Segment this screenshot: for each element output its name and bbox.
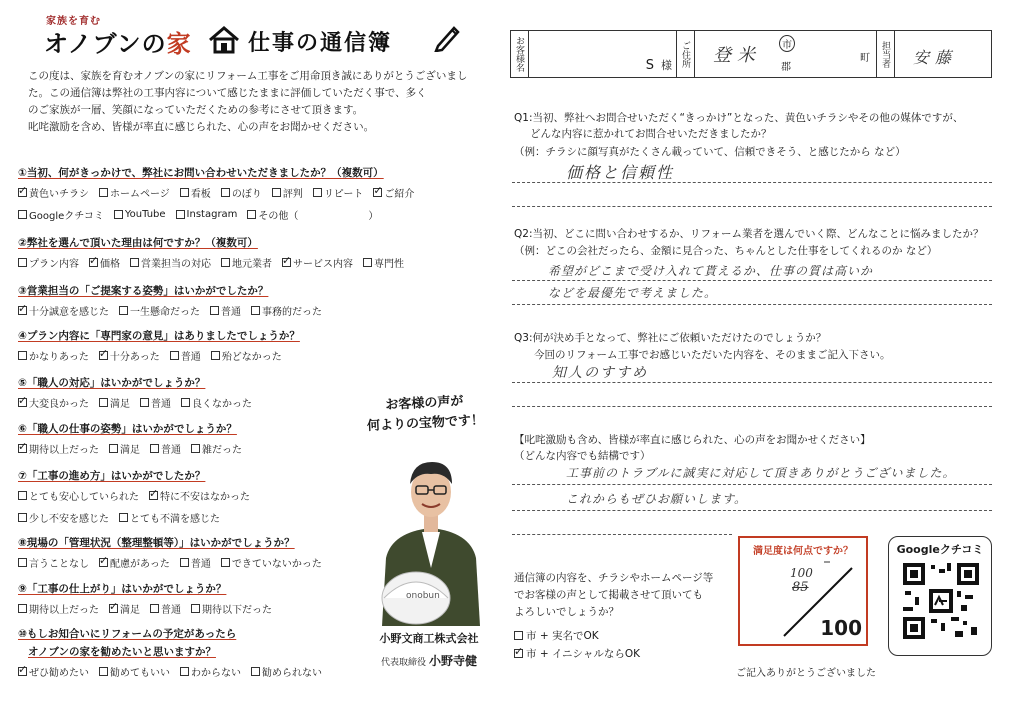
survey-option[interactable] [109,441,140,456]
survey-option[interactable] [363,255,404,270]
consent-initial-label: 市 + イニシャルならOK [526,648,640,660]
option-label: 満足 [120,445,140,456]
option-checkbox[interactable] [282,258,291,267]
survey-options [18,303,322,318]
option-checkbox[interactable] [18,558,27,567]
survey-option[interactable] [99,348,160,363]
intro-line: この度は、家族を育むオノブンの家にリフォーム工事をご用命頂き誠にありがとうございまし [28,70,468,82]
option-label: 評判 [282,189,303,200]
option-label: 十分誠意を感じた [29,307,109,318]
google-review-box [888,536,992,656]
option-label: ぜひ勧めたい [29,668,89,679]
option-label: 普通 [161,445,181,456]
option-checkbox[interactable] [99,558,108,567]
option-label: 言うことなし [29,559,89,570]
customer-value: S [645,58,654,73]
survey-option[interactable] [18,207,104,222]
option-checkbox[interactable] [18,667,27,676]
publish-request [514,570,734,621]
survey-option[interactable] [180,664,241,679]
option-checkbox[interactable] [191,604,200,613]
survey-option[interactable] [282,255,353,270]
survey-option[interactable] [18,348,89,363]
survey-option[interactable] [18,255,79,270]
option-checkbox[interactable] [211,351,220,360]
voice-caption [349,390,501,438]
survey-option[interactable] [99,185,170,200]
survey-question-10: ⑩もしお知合いにリフォームの予定があったら [18,628,237,640]
survey-option[interactable] [130,255,211,270]
survey-option[interactable] [18,185,89,200]
option-checkbox[interactable] [18,491,27,500]
staff-label: 担当者 [877,31,895,77]
option-checkbox[interactable] [221,188,230,197]
survey-options [18,488,250,503]
option-label: 価格 [100,259,120,270]
option-label: サービス内容 [293,259,353,270]
answer-line [512,182,992,183]
house-icon [208,26,240,54]
option-checkbox[interactable] [150,444,159,453]
option-label: 殆どなかった [221,352,282,363]
satisfaction-title: 満足度は何点ですか？ [740,538,866,557]
survey-option[interactable] [18,601,99,616]
survey-options [18,510,220,525]
option-label: 普通 [190,559,211,570]
answer-line [512,406,992,407]
option-label: ご紹介 [384,189,415,200]
staff-cell [895,31,991,77]
option-label: 大変良かった [29,399,89,410]
q3-question-2: 今回のリフォーム工事でお感じいただいた内容を、そのままご記入下さい。 [534,349,891,361]
q3-answer: 知人のすすめ [552,365,649,381]
representative [354,652,504,669]
option-label: 期待以上だった [29,605,99,616]
survey-question-8: ⑧現場の「管理状況（整理整頓等）」はいかがでしょうか？ [18,537,295,549]
answer-line [512,510,992,511]
answer-line [512,382,992,383]
option-label: 勧められない [262,668,322,679]
survey-options [18,555,322,570]
option-label: ホームページ [110,189,170,200]
option-checkbox[interactable] [150,604,159,613]
survey-question-5: ⑤「職人の対応」はいかがでしょうか？ [18,377,206,389]
answer-line [512,484,992,485]
survey-option[interactable] [18,510,109,525]
option-label: 満足 [120,605,140,616]
option-label: YouTube [124,209,166,220]
brand-name-b: 家 [166,30,192,58]
option-label: 営業担当の対応 [141,259,211,270]
option-label: 普通 [151,399,171,410]
brand-tagline: 家族を育む [46,16,101,27]
option-label: のぼり [231,189,262,200]
option-checkbox[interactable] [99,398,108,407]
option-checkbox[interactable] [18,188,27,197]
brand-name-a: オノブンの [44,30,167,58]
option-label: 少し不安を感じた [29,514,109,525]
survey-option[interactable] [221,555,322,570]
option-checkbox[interactable] [18,210,27,219]
survey-option[interactable] [89,255,120,270]
survey-option[interactable] [272,185,303,200]
survey-question-9: ⑨「工事の仕上がり」はいかがでしょうか？ [18,583,227,595]
option-checkbox[interactable] [99,667,108,676]
option-checkbox[interactable] [221,558,230,567]
survey-option[interactable] [109,601,140,616]
survey-option[interactable] [119,510,220,525]
option-checkbox[interactable] [109,604,118,613]
option-label: 特に不安はなかった [160,492,250,503]
customer-info-table [510,30,992,78]
survey-option[interactable] [221,255,272,270]
answer-line [512,304,992,305]
option-label: 一生懸命だった [130,307,200,318]
customer-cell [529,31,677,77]
option-label: 看板 [190,189,211,200]
option-label: 良くなかった [192,399,252,410]
survey-option[interactable] [114,207,166,222]
survey-option[interactable] [150,441,181,456]
satisfaction-box [738,536,868,646]
page-title: 仕事の通信簿 [248,31,393,56]
option-checkbox[interactable] [114,210,123,219]
publish-line: でお客様の声として掲載させて頂いても [514,589,703,601]
option-checkbox[interactable] [180,188,189,197]
survey-option[interactable] [180,185,211,200]
option-label: 普通 [161,605,181,616]
option-checkbox[interactable] [363,258,372,267]
option-label: 黄色いチラシ [29,189,89,200]
satisfaction-max: 100 [820,616,862,640]
publish-line: よろしいでしょうか？ [514,606,619,618]
qr-code-icon[interactable] [901,561,981,641]
option-label: 普通 [221,307,241,318]
rep-title: 代表取締役 [381,658,427,668]
option-label: 配慮があった [110,559,170,570]
intro-line: た。この通信簿は弊社の工事内容について感じたままに評価していただく事で、多く [28,87,427,99]
q1-question: Q1:当初、弊社へお問合せいただく“きっかけ”となった、黄色いチラシやその他の媒体ですが、 [514,112,964,124]
option-label: 満足 [110,399,130,410]
option-label: わからない [191,668,241,679]
voice-line-1: お客様の声が [385,393,464,414]
survey-option[interactable] [149,488,250,503]
survey-option[interactable] [18,303,109,318]
survey-option[interactable] [176,207,238,222]
option-label: 期待以下だった [202,605,272,616]
option-checkbox[interactable] [313,188,322,197]
q2-answer-1: 希望がどこまで受け入れて貰えるか、仕事の質は高いか [548,264,874,278]
option-label: とても安心していられた [29,492,139,503]
option-checkbox[interactable] [221,258,230,267]
option-checkbox[interactable] [18,513,27,522]
consent-option-realname[interactable] [514,628,599,643]
option-label: Googleクチコミ [29,211,104,222]
option-label: 十分あった [109,352,160,363]
q1-answer: 価格と信頼性 [566,163,675,182]
option-label: 専門性 [374,259,404,270]
option-checkbox[interactable] [119,513,128,522]
address-value: 登米 [713,45,761,66]
satisfaction-score: 85 [792,580,809,595]
q4-question: 【叱咤激励も含め、皆様が率直に感じられた、心の声をお聞かせください】 [514,434,871,446]
president-photo [372,448,490,626]
option-label: 地元業者 [232,259,272,270]
intro-line: のご家族が一層、笑顔になっていただくための参考にさせて頂きます。 [28,104,364,116]
option-checkbox[interactable] [180,667,189,676]
q4-example: （どんな内容でも結構です） [514,450,651,462]
survey-options [18,185,414,200]
gun-label: 郡 [781,62,791,73]
survey-option[interactable] [150,601,181,616]
survey-options [18,664,322,679]
option-checkbox[interactable] [181,398,190,407]
survey-option[interactable] [99,555,170,570]
option-label: Instagram [186,209,238,220]
option-checkbox[interactable] [109,444,118,453]
intro-line: 叱咤激励を含め、皆様が率直に感じられた、心の声をお聞かせください。 [28,121,375,133]
survey-option[interactable] [247,207,378,222]
option-label: その他（ ） [258,211,379,222]
voice-line-2: 何よりの宝物です！ [366,412,485,435]
option-label: できていないかった [231,559,322,570]
google-review-title: Googleクチコミ [896,543,984,556]
q4-answer-2: これからもぜひお願いします。 [566,492,748,506]
consent-realname-label: 市 + 実名でOK [526,630,599,642]
company-name: 小野文商工株式会社 [379,632,479,645]
survey-option[interactable] [211,348,282,363]
option-checkbox[interactable] [373,188,382,197]
survey-option[interactable] [18,555,89,570]
option-label: かなりあった [29,352,89,363]
option-checkbox[interactable] [18,351,27,360]
option-checkbox[interactable] [251,306,260,315]
option-label: プラン内容 [29,259,79,270]
survey-option[interactable] [313,185,364,200]
option-label: 勧めてもいい [110,668,170,679]
option-checkbox[interactable] [18,604,27,613]
option-checkbox[interactable] [99,188,108,197]
q2-answer-2: などを最優先で考えました。 [548,286,718,300]
option-checkbox[interactable] [119,306,128,315]
brand-name [44,24,192,59]
answer-line [512,206,992,207]
survey-options [18,395,252,410]
survey-option[interactable] [373,185,414,200]
q2-question: Q2:当初、どこに問い合わせするか、リフォーム業者を選んでいく際、どんなことに悩みましたか？ [514,228,984,240]
option-checkbox[interactable] [251,667,260,676]
customer-label: お客様名 [511,31,529,77]
survey-option[interactable] [18,664,89,679]
survey-options [18,207,378,222]
option-checkbox[interactable] [18,444,27,453]
option-checkbox[interactable] [18,306,27,315]
option-checkbox[interactable] [130,258,139,267]
survey-option[interactable] [181,395,252,410]
survey-question-10-line-2: オノブンの家を勧めたいと思いますか？ [28,646,216,658]
helmet-label: onobun [406,591,440,601]
option-checkbox[interactable] [18,398,27,407]
address-cell [695,31,877,77]
survey-option[interactable] [191,601,272,616]
survey-option[interactable] [221,185,262,200]
thanks-message: ご記入ありがとうございました [736,668,876,679]
survey-option[interactable] [210,303,241,318]
satisfaction-crossed: 100 [790,566,813,580]
publish-line: 通信簿の内容を、チラシやホームページ等 [514,572,714,584]
town-label: 町 [860,53,870,64]
q4-answer-1: 工事前のトラブルに誠実に対応して頂きありがとうございました。 [566,466,956,480]
option-checkbox[interactable] [18,258,27,267]
survey-question-7: ⑦「工事の進め方」はいかがでしたか？ [18,470,206,482]
address-label: ご住所 [677,31,695,77]
option-label: 普通 [180,352,201,363]
option-label: とても不満を感じた [130,514,220,525]
option-checkbox[interactable] [170,351,179,360]
survey-option[interactable] [99,395,130,410]
survey-options [18,348,282,363]
option-checkbox[interactable] [247,210,256,219]
pen-icon [432,22,462,52]
survey-options [18,601,272,616]
option-checkbox[interactable] [210,306,219,315]
rep-name: 小野寺健 [428,654,477,668]
option-checkbox[interactable] [180,558,189,567]
staff-value: 安藤 [913,48,958,67]
survey-options [18,441,242,456]
survey-option[interactable] [191,441,242,456]
option-checkbox[interactable] [140,398,149,407]
answer-line [512,534,732,535]
survey-option[interactable] [251,303,322,318]
option-label: リピート [323,189,364,200]
consent-realname-checkbox[interactable] [514,631,523,640]
sama-suffix: 様 [661,59,672,72]
city-label: 市 [779,35,795,52]
q1-question-2: どんな内容に惹かれてお問合せいただきましたか？ [530,128,772,140]
survey-option[interactable] [18,441,99,456]
survey-option[interactable] [170,348,201,363]
survey-options [18,255,404,270]
consent-option-initial[interactable] [514,646,640,661]
consent-initial-checkbox[interactable] [514,649,523,658]
option-label: 雑だった [202,445,242,456]
survey-question-2: ②弊社を選んで頂いた理由は何ですか？（複数可） [18,237,258,249]
q3-question: Q3:何が決め手となって、弊社にご依頼いただけたのでしょうか？ [514,332,827,344]
survey-option[interactable] [251,664,322,679]
option-checkbox[interactable] [272,188,281,197]
survey-option[interactable] [119,303,200,318]
survey-question-3: ③営業担当の「ご提案する姿勢」はいかがでしたか？ [18,285,269,297]
survey-option[interactable] [140,395,171,410]
survey-question-1: ①当初、何がきっかけで、弊社にお問い合わせいただきましたか？（複数可） [18,167,384,179]
survey-question-4: ④プラン内容に「専門家の意見」はありましたでしょうか？ [18,330,300,342]
survey-option[interactable] [99,664,170,679]
survey-question-6: ⑥「職人の仕事の姿勢」はいかがでしょうか？ [18,423,237,435]
survey-option[interactable] [18,395,89,410]
option-checkbox[interactable] [89,258,98,267]
intro-text [28,68,498,136]
survey-option[interactable] [18,488,139,503]
option-checkbox[interactable] [99,351,108,360]
option-checkbox[interactable] [176,210,185,219]
q2-example: （例：どこの会社だったら、金額に見合った、ちゃんとした仕事をしてくれるのか など） [514,245,938,257]
option-checkbox[interactable] [191,444,200,453]
survey-option[interactable] [180,555,211,570]
option-label: 期待以上だった [29,445,99,456]
option-checkbox[interactable] [149,491,158,500]
option-label: 事務的だった [262,307,322,318]
answer-line [512,280,992,281]
q1-example: （例：チラシに顔写真がたくさん載っていて、信頼できそう、と感じたから など） [514,146,906,158]
